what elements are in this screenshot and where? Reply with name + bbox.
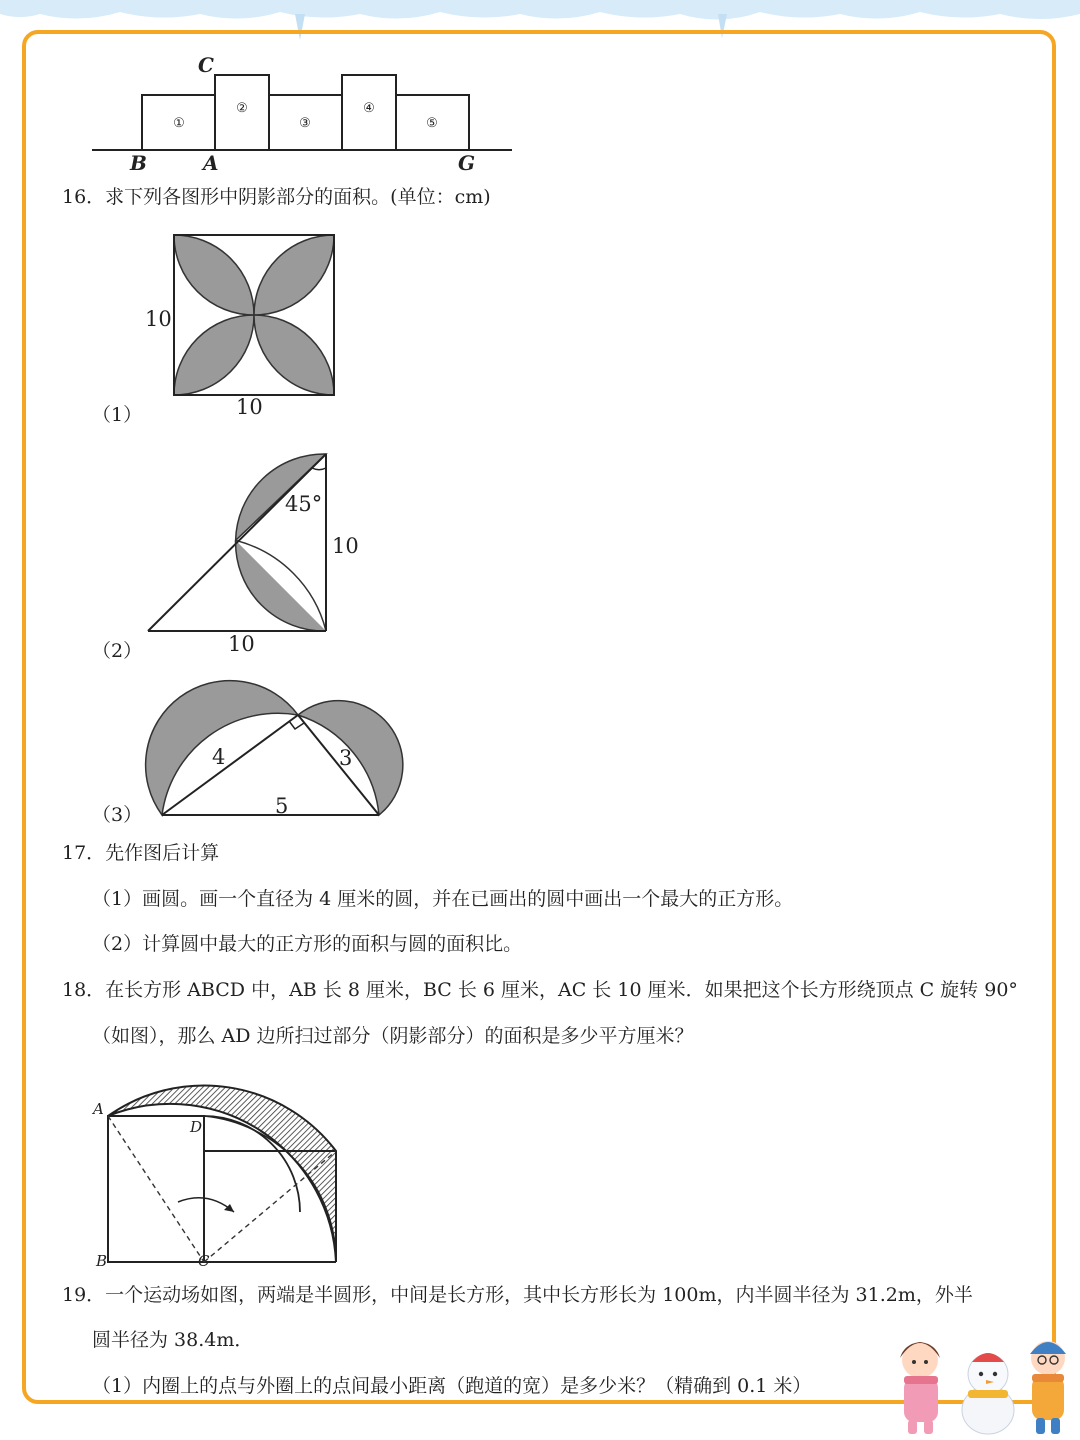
base-label: 10 [228, 632, 255, 656]
question-19-line-2: 圆半径为 38.4m． [92, 1329, 254, 1351]
part-label-3: （3） [92, 804, 143, 826]
leg-4-label: 4 [212, 745, 226, 769]
point-label-g: G [458, 151, 476, 175]
figure-16-1-petals [140, 228, 345, 423]
figure-16-2-triangle [140, 450, 370, 660]
side-length-label: 10 [145, 307, 172, 331]
bottom-length-label: 10 [236, 395, 263, 419]
rect-label-4: ④ [363, 101, 375, 116]
figure-16-3-semicircles [140, 672, 420, 832]
rect-label-1: ① [173, 116, 185, 131]
point-label-b: B [130, 151, 147, 175]
height-label: 10 [332, 534, 359, 558]
winter-kids-illustration [880, 1322, 1080, 1440]
question-19-part-1: （1）内圈上的点与外圈上的点间最小距离（跑道的宽）是多少米？（精确到 0.1 米） [92, 1375, 812, 1397]
vertex-a-label: A [93, 1100, 104, 1118]
figure-18-rotated-rectangle [86, 1062, 356, 1272]
angle-label: 45° [285, 492, 323, 516]
rect-label-3: ③ [299, 116, 311, 131]
question-18-line-1: 18．在长方形 ABCD 中，AB 长 8 厘米，BC 长 6 厘米，AC 长 10 厘米．如果把这个长方形绕顶点 C 旋转 90° [62, 979, 1018, 1001]
vertex-d-label: D [190, 1118, 203, 1136]
part-label-1: （1） [92, 404, 143, 426]
point-label-a: A [203, 151, 219, 175]
figure-rectangles-row [90, 52, 520, 177]
question-16-stem: 16．求下列各图形中阴影部分的面积。(单位：cm) [62, 186, 491, 208]
point-label-c: C [198, 53, 214, 77]
vertex-c-label: C [198, 1252, 210, 1270]
question-18-line-2: （如图），那么 AD 边所扫过部分（阴影部分）的面积是多少平方厘米？ [92, 1025, 694, 1047]
question-17-part-2: （2）计算圆中最大的正方形的面积与圆的面积比。 [92, 933, 523, 955]
part-label-2: （2） [92, 640, 143, 662]
vertex-b-label: B [96, 1252, 108, 1270]
rect-label-2: ② [236, 101, 248, 116]
hypotenuse-label: 5 [275, 794, 289, 818]
question-19-line-1: 19．一个运动场如图，两端是半圆形，中间是长方形，其中长方形长为 100m，内半圆半径为 31.2m，外半 [62, 1284, 973, 1306]
leg-3-label: 3 [339, 746, 353, 770]
question-17-stem: 17．先作图后计算 [62, 842, 220, 864]
rect-label-5: ⑤ [426, 116, 438, 131]
question-17-part-1: （1）画圆。画一个直径为 4 厘米的圆，并在已画出的圆中画出一个最大的正方形。 [92, 888, 794, 910]
